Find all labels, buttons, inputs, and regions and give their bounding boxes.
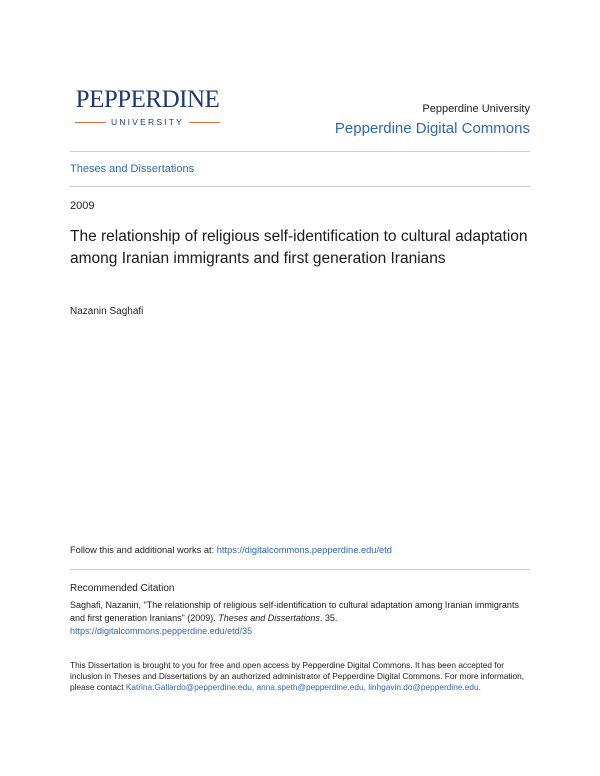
logo-university: UNIVERSITY bbox=[111, 117, 185, 127]
follow-line bbox=[70, 545, 392, 555]
notice-text: This Dissertation is brought to you for free and open access by Pepperdine Digital Commons. It has been accepted for inclusion in Theses and Dissertations by an authorized administrator of Pepperdine Digital Commons. For more information, please contact bbox=[70, 660, 525, 693]
contact-emails[interactable]: Katrina.Gallardo@pepperdine.edu, anna.speth@pepperdine.edu, linhgavin.do@pepperdine.edu bbox=[125, 682, 479, 693]
publication-year: 2009 bbox=[70, 200, 95, 212]
institution-name: Pepperdine University bbox=[422, 103, 530, 115]
citation-journal: Theses and Dissertations bbox=[218, 613, 320, 623]
citation-heading: Recommended Citation bbox=[70, 583, 175, 594]
repository-link[interactable]: Pepperdine Digital Commons bbox=[334, 120, 530, 137]
access-notice bbox=[70, 660, 530, 694]
pepperdine-logo bbox=[75, 86, 220, 134]
citation-text: Saghafi, Nazanin, "The relationship of religious self-identification to cultural adaptation among Iranian immigrants and first generation Iranians" (2009). bbox=[70, 600, 519, 623]
divider-series bbox=[70, 186, 530, 187]
divider-top bbox=[70, 151, 530, 152]
divider-citation bbox=[70, 569, 530, 570]
logo-wordmark: PEPPERDINE bbox=[75, 86, 220, 113]
repository-header bbox=[335, 102, 530, 139]
follow-prefix: Follow this and additional works at: bbox=[70, 545, 217, 555]
logo-subline bbox=[75, 117, 220, 127]
notice-end: . bbox=[478, 682, 481, 693]
citation-block bbox=[70, 599, 530, 638]
logo-rule-left bbox=[75, 122, 106, 123]
document-title: The relationship of religious self-identification to cultural adaptation among Iranian immigrants and first generation Iranians bbox=[70, 228, 528, 267]
citation-link[interactable]: https://digitalcommons.pepperdine.edu/etd/35 bbox=[70, 626, 253, 636]
citation-number: . 35. bbox=[319, 613, 338, 623]
series-link[interactable]: Theses and Dissertations bbox=[70, 163, 195, 175]
follow-link[interactable]: https://digitalcommons.pepperdine.edu/etd bbox=[216, 545, 392, 555]
logo-rule-right bbox=[189, 122, 220, 123]
author-name: Nazanin Saghafi bbox=[70, 306, 144, 317]
